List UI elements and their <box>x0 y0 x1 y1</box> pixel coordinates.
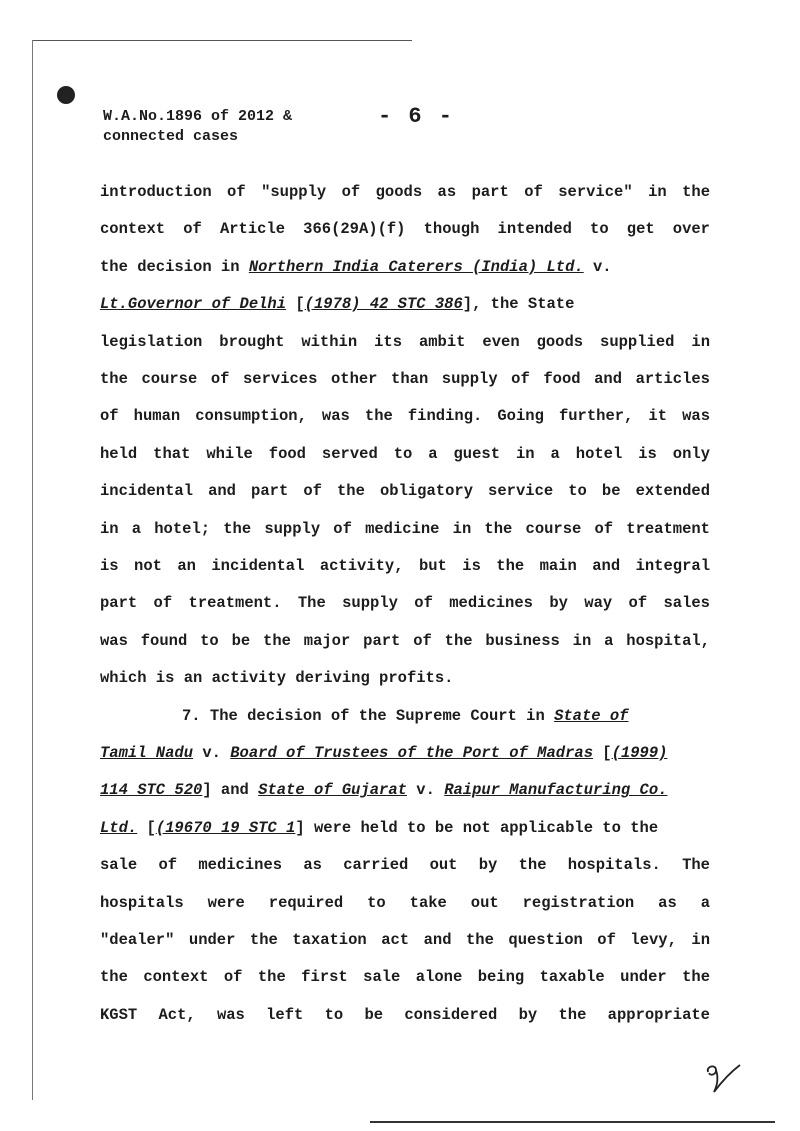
body-line <box>100 855 710 875</box>
case-citation: Ltd. <box>100 818 138 837</box>
body-text-run: 7. The decision of the Supreme Court in <box>182 706 555 725</box>
body-line <box>100 406 710 426</box>
body-line <box>100 593 710 613</box>
body-line <box>100 668 453 688</box>
scan-border-top <box>32 40 412 41</box>
body-text-run: is not an incidental activity, but is the main and integral <box>100 557 710 575</box>
body-text-run: incidental and part of the obligatory service to be extended <box>100 482 710 501</box>
scan-border-bottom <box>370 1121 775 1123</box>
body-text-run: "dealer" under the taxation act and the question of levy, in <box>100 931 710 949</box>
body-text-run: v. <box>193 744 231 762</box>
punch-hole-mark <box>57 86 75 104</box>
body-text-run: part of treatment. The supply of medicines by way of sales <box>100 594 710 613</box>
body-line <box>182 706 628 726</box>
case-number-header <box>103 107 292 147</box>
case-citation: State of Gujarat <box>258 781 407 800</box>
body-text-run: the context of the first sale alone being taxable under the <box>100 968 710 987</box>
body-text-run: KGST Act, was left to be considered by the appropriate <box>100 1005 710 1024</box>
body-text-run: ] were held to be not applicable to the <box>295 818 659 837</box>
body-line <box>100 743 667 763</box>
case-number-line-1: W.A.No.1896 of 2012 & <box>103 108 293 125</box>
page-number: - 6 - <box>378 104 455 129</box>
body-text-run: ] and <box>202 781 259 800</box>
scan-border-left <box>32 40 33 1100</box>
body-text-run: [ <box>286 295 305 314</box>
body-text-run: [ <box>137 818 156 837</box>
body-text-run: ], the State <box>462 295 575 314</box>
body-text-run: in a hotel; the supply of medicine in the course of treatment <box>100 519 710 538</box>
case-citation: (19670 19 STC 1 <box>155 818 296 837</box>
case-citation: Northern India Caterers (India) Ltd. <box>248 257 584 276</box>
body-line <box>100 780 667 800</box>
body-line <box>100 332 710 352</box>
case-citation: (1999) <box>611 744 668 762</box>
case-citation: Board of Trustees of the Port of Madras <box>230 744 593 762</box>
body-line <box>100 519 710 539</box>
body-text-run: context of Article 366(29A)(f) though intended to get over <box>100 220 710 239</box>
body-line <box>100 556 710 576</box>
body-text-run: hospitals were required to take out registration as a <box>100 893 710 912</box>
body-text-run: introduction of "supply of goods as part of service" in the <box>100 183 710 201</box>
body-line <box>100 257 612 277</box>
body-line <box>100 967 710 987</box>
body-text-run: v. <box>583 257 612 276</box>
body-text-run: the decision in <box>100 257 249 276</box>
body-line <box>100 631 710 651</box>
body-text-run: the course of services other than supply of food and articles <box>100 370 710 388</box>
body-line <box>100 818 658 838</box>
body-line <box>100 481 710 501</box>
body-text-run: [ <box>593 744 612 762</box>
body-line <box>100 369 710 389</box>
body-text-run: of human consumption, was the finding. Going further, it was <box>100 407 710 426</box>
body-line <box>100 219 710 239</box>
body-text-run: held that while food served to a guest in a hotel is only <box>100 444 710 463</box>
body-line <box>100 893 710 913</box>
body-line <box>100 182 710 202</box>
case-citation: Raipur Manufacturing Co. <box>444 781 668 800</box>
body-text-run: legislation brought within its ambit even goods supplied in <box>100 332 710 351</box>
case-citation: Lt.Governor of Delhi <box>100 295 287 314</box>
body-text-run: v. <box>406 781 445 800</box>
initials-signature <box>702 1062 742 1096</box>
case-citation: State of <box>554 706 629 725</box>
body-line <box>100 444 710 464</box>
case-citation: Tamil Nadu <box>100 744 194 762</box>
body-text-run: sale of medicines as carried out by the hospitals. The <box>100 856 710 875</box>
case-number-line-2: connected cases <box>103 128 239 145</box>
case-citation: 114 STC 520 <box>100 781 203 800</box>
body-text-run: was found to be the major part of the business in a hospital, <box>100 631 710 650</box>
body-line <box>100 294 574 314</box>
body-line <box>100 930 710 950</box>
body-text-run: which is an activity deriving profits. <box>100 669 454 688</box>
body-line <box>100 1005 710 1025</box>
case-citation: (1978) 42 STC 386 <box>304 295 463 314</box>
